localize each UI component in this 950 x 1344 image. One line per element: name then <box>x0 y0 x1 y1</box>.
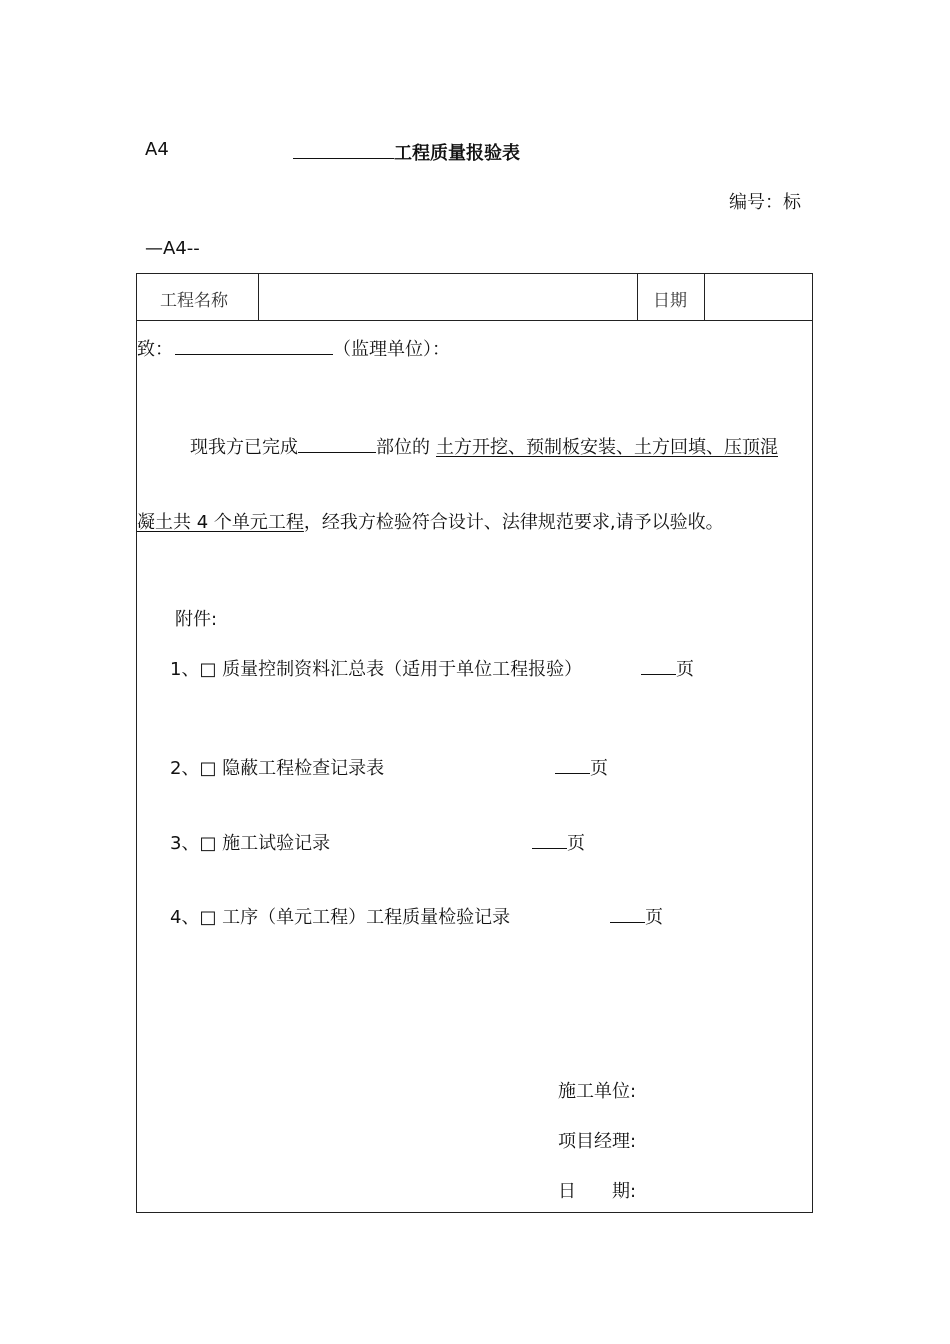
divider <box>637 274 638 320</box>
supervisor-unit-blank[interactable] <box>175 336 333 355</box>
statement-middle: 部位的 <box>376 437 430 458</box>
addressee-prefix: 致： <box>137 339 173 360</box>
divider <box>704 274 705 320</box>
form-title <box>293 139 520 165</box>
attachment-item-1-label: 1、□ 质量控制资料汇总表（适用于单位工程报验） <box>170 659 583 680</box>
statement-prefix: 现我方已完成 <box>190 437 298 458</box>
form-number-label: 编号：标 <box>729 192 801 213</box>
page-count-blank[interactable] <box>555 755 590 774</box>
page-count-blank[interactable] <box>610 904 645 923</box>
location-blank[interactable] <box>298 434 376 453</box>
attachment-item-4-page <box>610 903 663 929</box>
project-name-label: 工程名称 <box>160 291 228 311</box>
statement-line-2 <box>137 508 724 534</box>
project-name-field[interactable] <box>262 278 632 316</box>
construction-unit-label: 施工单位: <box>558 1081 637 1102</box>
page-count-blank[interactable] <box>532 830 567 849</box>
addressee-suffix: （监理单位）： <box>333 339 450 360</box>
title-blank[interactable] <box>293 140 394 159</box>
page-count-blank[interactable] <box>641 656 676 675</box>
project-manager-label: 项目经理: <box>558 1131 637 1152</box>
page-unit: 页 <box>590 758 608 779</box>
form-table <box>136 273 813 1213</box>
divider <box>137 320 812 321</box>
page-unit: 页 <box>676 659 694 680</box>
page-unit: 页 <box>567 833 585 854</box>
form-code: A4 <box>145 139 169 160</box>
attachment-item-2-label: 2、□ 隐蔽工程检查记录表 <box>170 758 385 779</box>
attachments-title: 附件: <box>175 609 218 630</box>
page-unit: 页 <box>645 907 663 928</box>
attachment-item-2-page <box>555 754 608 780</box>
sign-date-label: 日 期: <box>558 1181 637 1202</box>
statement-rest: ，经我方检验符合设计、法律规范要求,请予以验收。 <box>303 512 724 533</box>
statement-line-1 <box>190 433 778 459</box>
attachment-item-4-label: 4、□ 工序（单元工程）工程质量检验记录 <box>170 907 511 928</box>
addressee-line <box>137 335 450 361</box>
work-items-underlined-cont: 凝土共 4 个单元工程 <box>137 512 304 533</box>
attachment-item-1-page <box>641 655 694 681</box>
date-field[interactable] <box>709 278 809 316</box>
work-items-underlined: 土方开挖、预制板安装、土方回填、压顶混 <box>436 437 778 458</box>
form-title-text: 工程质量报验表 <box>394 143 520 164</box>
attachment-item-3-label: 3、□ 施工试验记录 <box>170 833 331 854</box>
divider <box>258 274 259 320</box>
attachment-item-3-page <box>532 829 585 855</box>
form-sub-code: —A4-- <box>145 238 200 259</box>
date-label: 日期 <box>653 291 687 311</box>
